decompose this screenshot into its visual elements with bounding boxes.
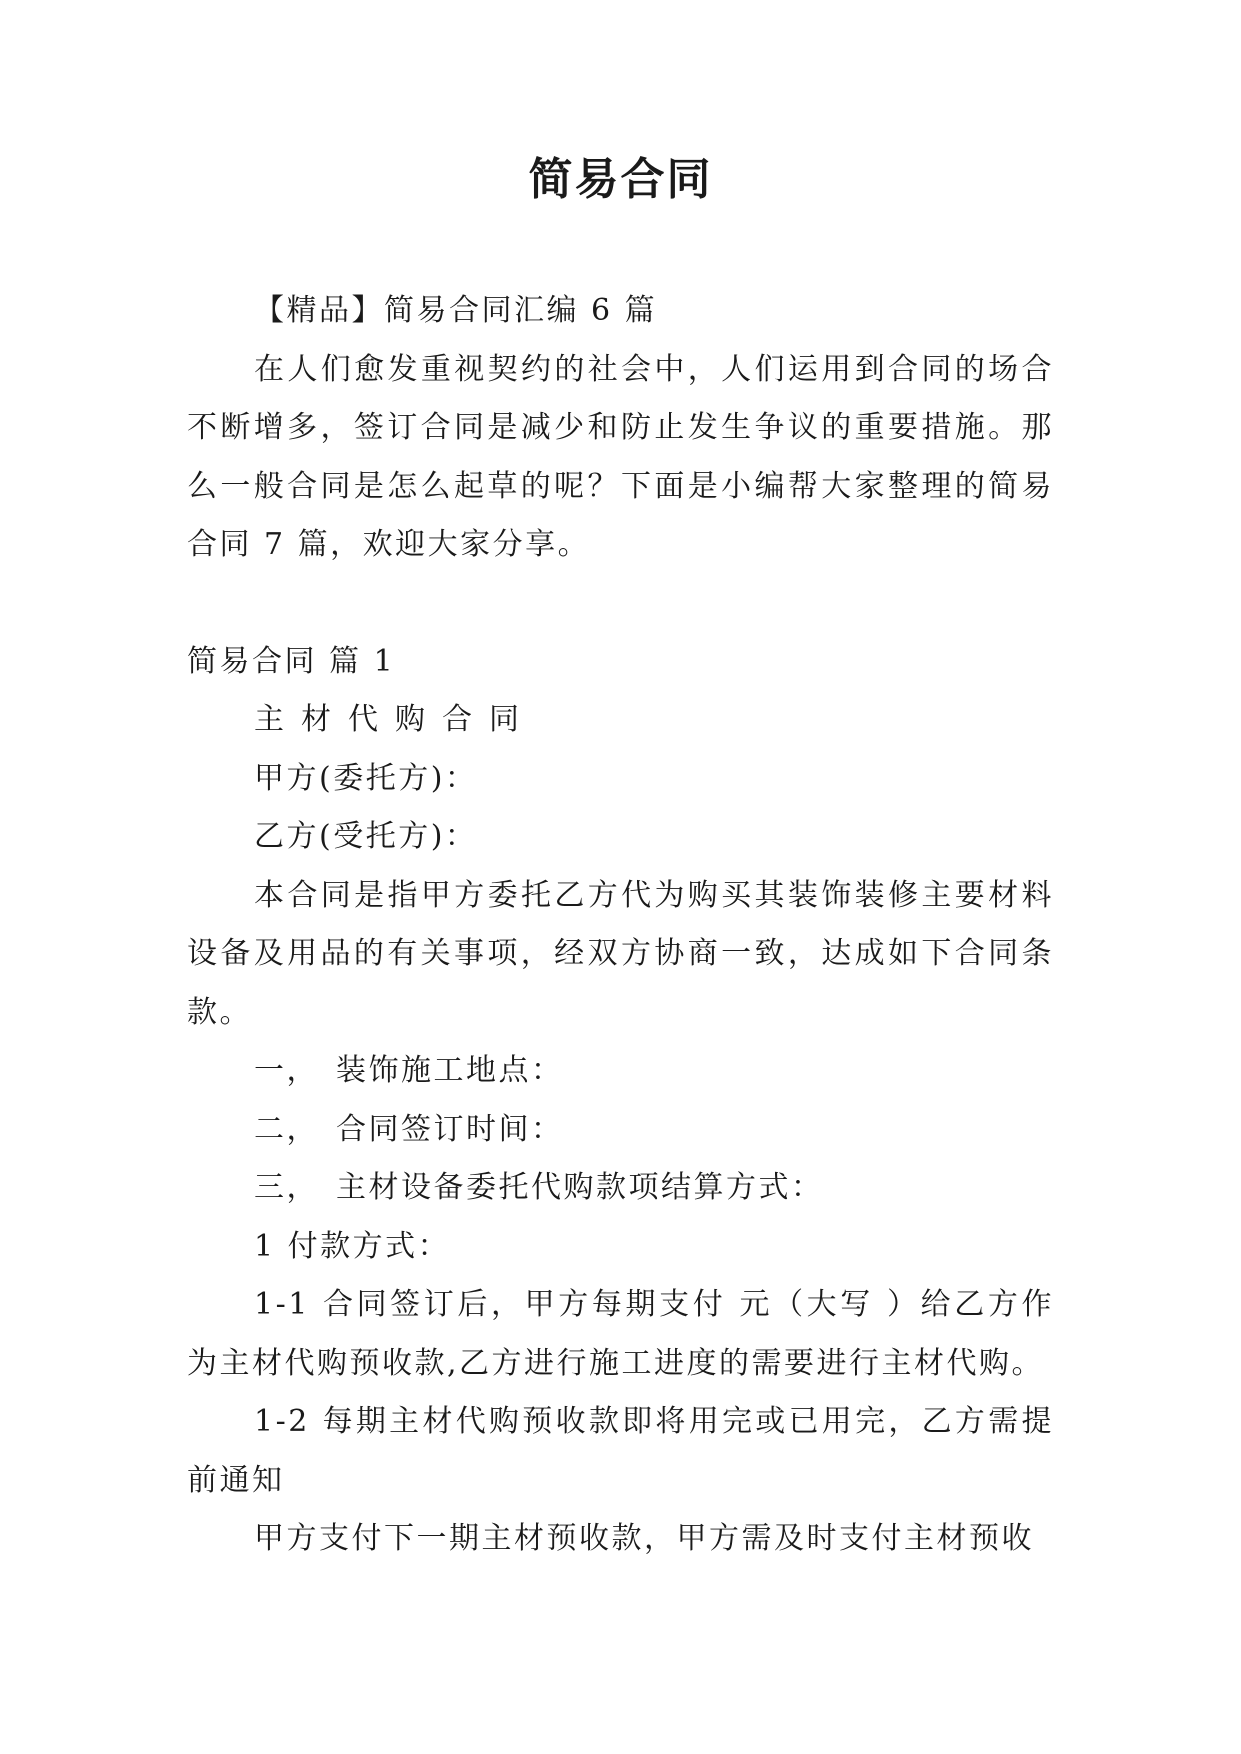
contract-item xyxy=(187,1042,1054,1101)
party-b-line: 乙方(受托方)： xyxy=(254,819,478,854)
clause-1-2-continued: 甲方支付下一期主材预收款，甲方需及时支付主材预收 xyxy=(254,1521,1034,1556)
section-heading: 简易合同 篇 1 xyxy=(187,643,396,679)
clause-1: 1 付款方式： xyxy=(254,1228,451,1264)
item-number: 三， xyxy=(254,1170,319,1205)
document-body xyxy=(187,282,1054,1569)
contract-item xyxy=(187,1101,1054,1160)
contract-title: 主材代购合同 xyxy=(254,702,536,737)
item-text: 主材设备委托代购款项结算方式： xyxy=(336,1170,824,1205)
clause-1-2: 1-2 每期主材代购预收款即将用完或已用完，乙方需提前通知 xyxy=(187,1404,1054,1498)
party-a-line: 甲方(委托方)： xyxy=(254,760,478,796)
item-text: 合同签订时间： xyxy=(336,1111,564,1147)
document-title: 简易合同 xyxy=(528,154,713,205)
clause-1-1: 1-1 合同签订后，甲方每期支付 元（大写 ）给乙方作为主材代购预收款,乙方进行施工进度的需要进行主材代购。 xyxy=(187,1287,1054,1381)
item-number: 一， xyxy=(254,1053,319,1088)
intro-paragraph: 在人们愈发重视契约的社会中，人们运用到合同的场合不断增多，签订合同是减少和防止发生争议的重要措施。那么一般合同是怎么起草的呢？下面是小编帮大家整理的简易合同 7 篇，欢迎大家分享。 xyxy=(187,351,1054,562)
item-number: 二， xyxy=(254,1111,319,1147)
item-text: 装饰施工地点： xyxy=(336,1053,564,1088)
contract-item xyxy=(187,1159,1054,1218)
contract-intro: 本合同是指甲方委托乙方代为购买其装饰装修主要材料设备及用品的有关事项，经双方协商一致，达成如下合同条款。 xyxy=(187,877,1054,1030)
spacer xyxy=(187,575,1054,633)
collection-heading: 【精品】简易合同汇编 6 篇 xyxy=(254,293,658,328)
